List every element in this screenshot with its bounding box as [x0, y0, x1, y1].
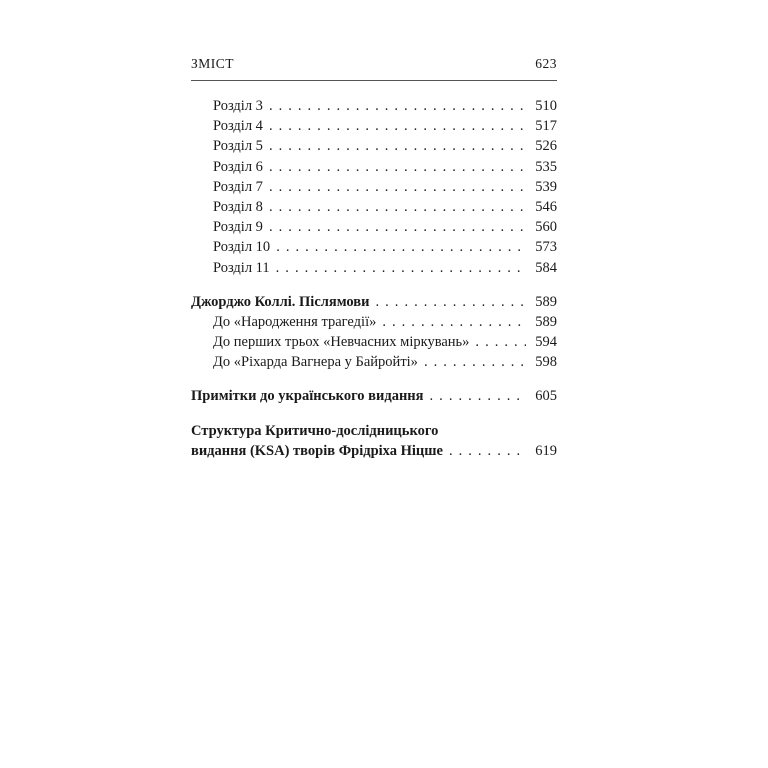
header-rule: [191, 80, 557, 81]
toc-entry-afterwords: [191, 292, 557, 312]
dot-leader: [276, 258, 526, 278]
toc-entry-label: До «Ріхарда Вагнера у Байройті»: [213, 354, 418, 371]
dot-leader: [475, 332, 526, 352]
toc-entry-page: 539: [535, 178, 557, 195]
section-gap: [191, 407, 557, 421]
toc-entry-label: Розділ 10: [213, 239, 271, 256]
toc-entry-chapter-6: [191, 157, 557, 177]
dot-leader: [269, 96, 526, 116]
toc-entry-label: видання (KSA) творів Фрідріха Ніцше: [191, 442, 443, 459]
dot-leader: [269, 217, 526, 237]
dot-leader: [430, 386, 526, 406]
running-head-title: ЗМІСТ: [191, 56, 235, 71]
toc-entry-page: 526: [535, 138, 557, 155]
toc-entry-page: 573: [535, 239, 557, 256]
toc-entry-label: Розділ 7: [213, 178, 263, 195]
toc-entry-chapter-7: [191, 177, 557, 197]
toc-entry-chapter-11: [191, 258, 557, 278]
dot-leader: [269, 177, 526, 197]
toc-entry-chapter-4: [191, 116, 557, 136]
toc-entry-notes: [191, 386, 557, 406]
dot-leader: [269, 116, 526, 136]
toc-entry-chapter-10: [191, 237, 557, 257]
dot-leader: [382, 312, 526, 332]
toc-entry-structure-line-1: Структура Критично-дослідницького: [191, 422, 439, 439]
toc-entry-label: Розділ 4: [213, 118, 263, 135]
toc-entry-page: 619: [535, 442, 557, 459]
dot-leader: [269, 157, 526, 177]
dot-leader: [376, 292, 527, 312]
toc-entry-label: Розділ 3: [213, 98, 263, 114]
toc-entry-label: Розділ 6: [213, 158, 263, 175]
running-head-page-number: 623: [535, 56, 557, 71]
toc-entry-label: Розділ 5: [213, 138, 263, 155]
toc-entry-afterword-wagner-bayreuth: [191, 352, 557, 372]
table-of-contents: [191, 96, 557, 461]
toc-entry-page: 510: [535, 98, 557, 114]
toc-entry-afterword-untimely-meditations: [191, 332, 557, 352]
dot-leader: [424, 352, 526, 372]
toc-entry-page: 535: [535, 158, 557, 175]
toc-entry-chapter-8: [191, 197, 557, 217]
toc-entry-page: 517: [535, 118, 557, 135]
dot-leader: [269, 197, 526, 217]
toc-entry-label: Розділ 11: [213, 259, 270, 276]
toc-entry-label: До «Народження трагедії»: [213, 313, 377, 330]
toc-entry-page: 589: [535, 293, 557, 310]
dot-leader: [449, 441, 526, 461]
toc-entry-label: До перших трьох «Невчасних міркувань»: [213, 334, 470, 351]
toc-entry-chapter-3: [191, 96, 557, 116]
toc-entry-chapter-9: [191, 217, 557, 237]
toc-entry-page: 605: [535, 388, 557, 405]
toc-entry-page: 584: [535, 259, 557, 276]
toc-entry-structure: [191, 441, 557, 461]
running-head: [191, 56, 557, 78]
toc-entry-label: Розділ 8: [213, 198, 263, 215]
section-gap: [191, 372, 557, 386]
dot-leader: [276, 237, 526, 257]
toc-entry-page: 546: [535, 198, 557, 215]
toc-entry-label: Розділ 9: [213, 219, 263, 236]
dot-leader: [269, 136, 526, 156]
toc-entry-label: Джорджо Коллі. Післямови: [191, 293, 370, 310]
toc-entry-page: 560: [535, 219, 557, 236]
toc-entry-afterword-birth-of-tragedy: [191, 312, 557, 332]
toc-entry-chapter-5: [191, 136, 557, 156]
toc-entry-page: 589: [535, 313, 557, 330]
section-gap: [191, 278, 557, 292]
toc-entry-page: 594: [535, 334, 557, 351]
toc-entry-label: Примітки до українського видання: [191, 388, 424, 405]
toc-entry-page: 598: [535, 354, 557, 371]
